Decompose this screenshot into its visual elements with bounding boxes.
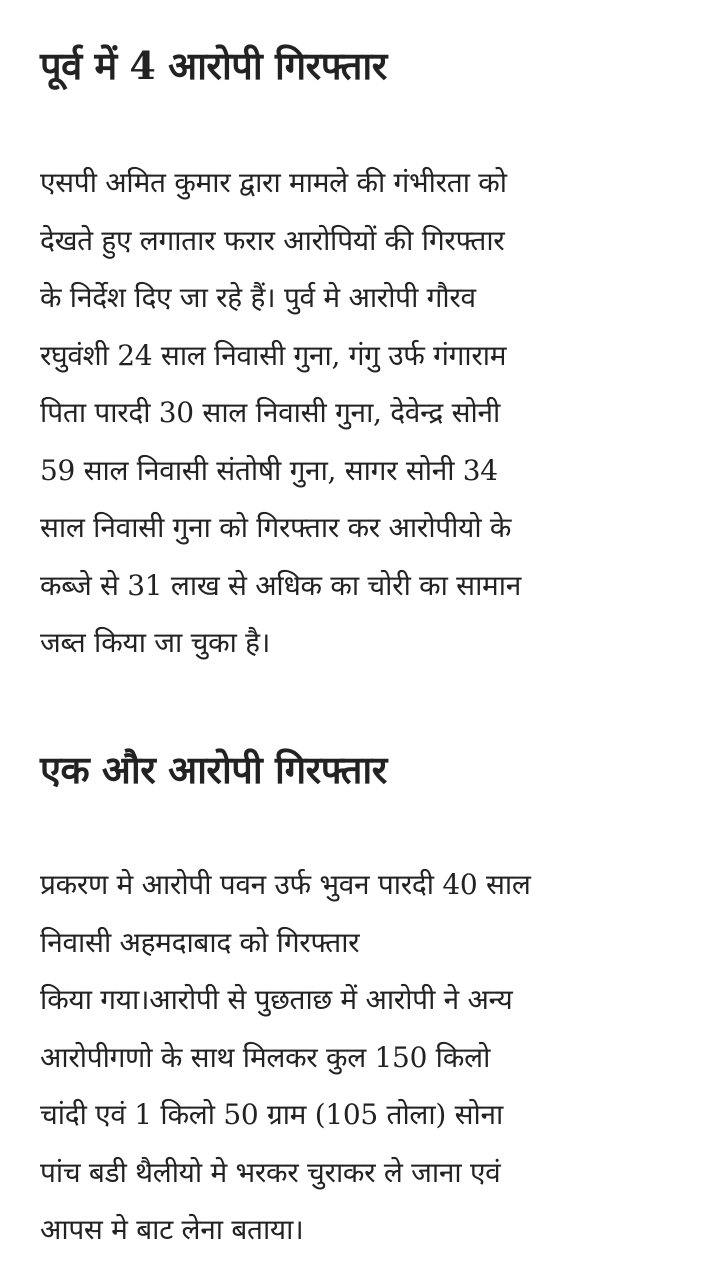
paragraph-line: पिता पारदी 30 साल निवासी गुना, देवेन्द्र सोनी — [40, 396, 500, 429]
paragraph-line: के निर्देश दिए जा रहे हैं। पुर्व मे आरोपी गौरव — [40, 281, 476, 314]
section-paragraph-arrests-earlier — [40, 154, 690, 672]
paragraph-line: निवासी अहमदाबाद को गिरफ्तार — [40, 925, 360, 959]
paragraph-line: किया गया।आरोपी से पुछताछ में आरोपी ने अन्य — [40, 983, 513, 1016]
paragraph-line: आरोपीगणो के साथ मिलकर कुल 150 किलो — [40, 1040, 491, 1074]
paragraph-line: 59 साल निवासी संतोषी गुना, सागर सोनी 34 — [40, 453, 498, 487]
paragraph-line: कब्जे से 31 लाख से अधिक का चोरी का सामान — [40, 568, 521, 602]
paragraph-line: चांदी एवं 1 किलो 50 ग्राम (105 तोला) सोना — [40, 1098, 503, 1131]
section-heading-arrests-earlier: पूर्व में 4 आरोपी गिरफ्तार — [40, 43, 387, 88]
paragraph-line: जब्त किया जा चुका है। — [40, 626, 271, 659]
paragraph-line: आपस मे बाट लेना बताया। — [40, 1213, 304, 1246]
section-paragraph-another-arrest — [40, 856, 690, 1259]
paragraph-line: पांच बडी थैलीयो मे भरकर चुराकर ले जाना एवं — [40, 1155, 501, 1189]
paragraph-line: प्रकरण मे आरोपी पवन उर्फ भुवन पारदी 40 साल — [40, 868, 531, 901]
paragraph-line: रघुवंशी 24 साल निवासी गुना, गंगु उर्फ गंगाराम — [40, 338, 507, 372]
paragraph-line: देखते हुए लगातार फरार आरोपियों की गिरफ्तार — [40, 223, 505, 257]
paragraph-line: साल निवासी गुना को गिरफ्तार कर आरोपीयो के — [40, 511, 512, 544]
paragraph-line: एसपी अमित कुमार द्वारा मामले की गंभीरता को — [40, 166, 507, 199]
section-heading-another-arrest: एक और आरोपी गिरफ्तार — [40, 747, 387, 792]
